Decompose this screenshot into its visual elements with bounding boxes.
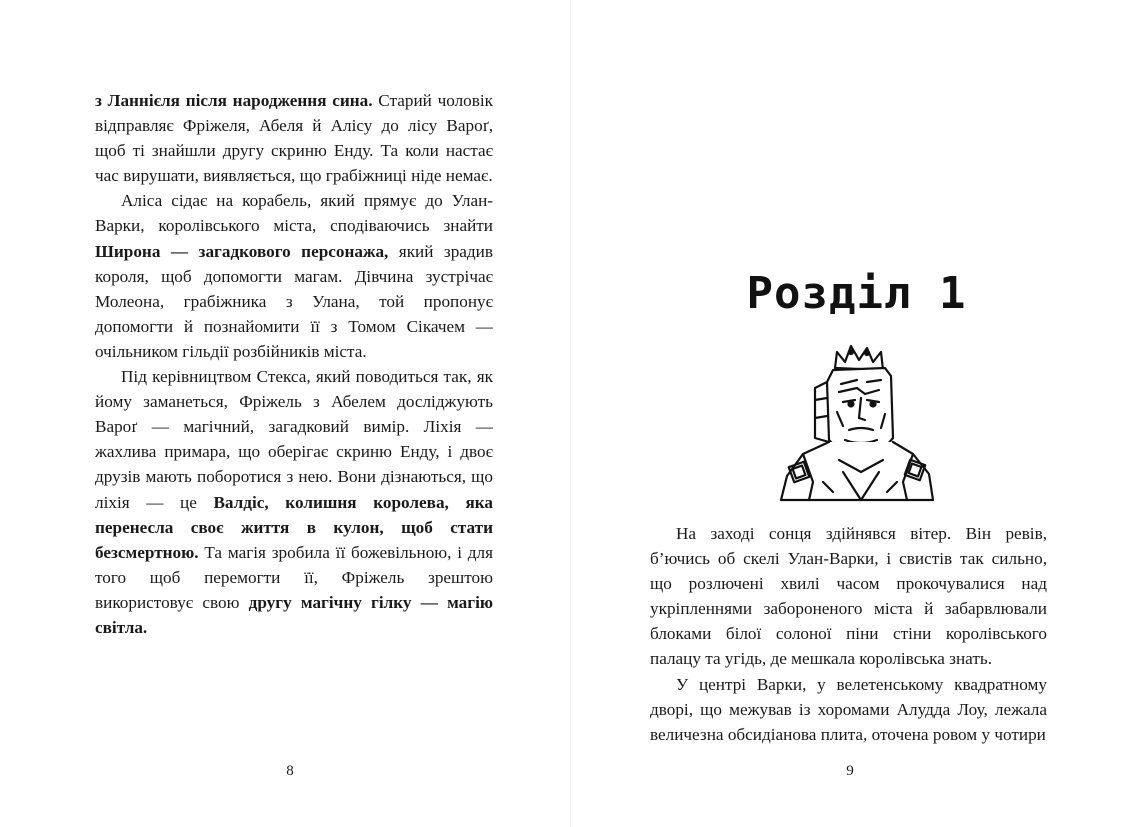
text-run: У центрі Варки, у велетенському квадратному дворі, що межував із хоромами Алудда Лоу, лежала величезна обсидіанова плита, оточена ровом у чотири [650,674,1047,744]
crowned-knight-illustration [773,342,939,502]
bold-phrase: з Ланнієля після народження сина. [95,91,373,110]
left-page-text [95,88,493,640]
paragraph [95,88,493,188]
right-page-text [650,521,1047,747]
text-run: Аліса сідає на корабель, який прямує до Улан-Варки, королівського міста, сподіваючись знайти [95,191,493,236]
text-run: На заході сонця здійнявся вітер. Він ревів, б’ючись об скелі Улан-Варки, і свистів так сильно, що розлючені хвилі часом прокочувалися над укріпленнями забороненого міста й забарвлювали блоками білої солоної піни стіни королівського палацу та угідь, де мешкала королівська знать. [650,524,1047,669]
text-run: Старий чоловік відправляє Фріжеля, Абеля й Алісу до лісу Вароґ, щоб ті знайшли другу скриню Енду. Та коли настає час вирушати, виявляється, що грабіжниці ніде немає. [95,91,493,186]
page-number-left: 8 [286,763,294,779]
page-number-right: 9 [846,763,854,779]
bold-phrase: другу магічну гілку — магію світла. [95,592,493,637]
text-run: який зрадив короля, щоб допомогти магам. Дівчина зустрічає Молеона, грабіжника з Улана, той пропонує допомогти й познайомити її з Томом Сікачем — очільником гільдії розбійників міста. [95,241,493,361]
text-run: Та магія зробила її божевільною, і для того щоб перемогти її, Фріжель зрештою використовує свою [95,542,493,612]
right-page [571,0,1142,827]
bold-phrase: Валдіс, колишня королева, яка перенесла своє життя в кулон, щоб стати безсмертною. [95,492,493,562]
paragraph [95,188,493,364]
paragraph [650,672,1047,747]
bold-phrase: Широна — загадкового персонажа, [95,241,389,261]
paragraph [650,521,1047,672]
text-run: Під керівництвом Стекса, який поводиться так, як йому заманеться, Фріжель з Абелем досліджують Вароґ — магічний, загадковий вимір. Ліхія — жахлива примара, що оберігає скриню Енду, і двоє друзів мають поборотися з нею. Вони дізнаються, що ліхія — це [95,367,493,512]
chapter-title: Розділ 1 [746,268,967,319]
paragraph [95,364,493,640]
